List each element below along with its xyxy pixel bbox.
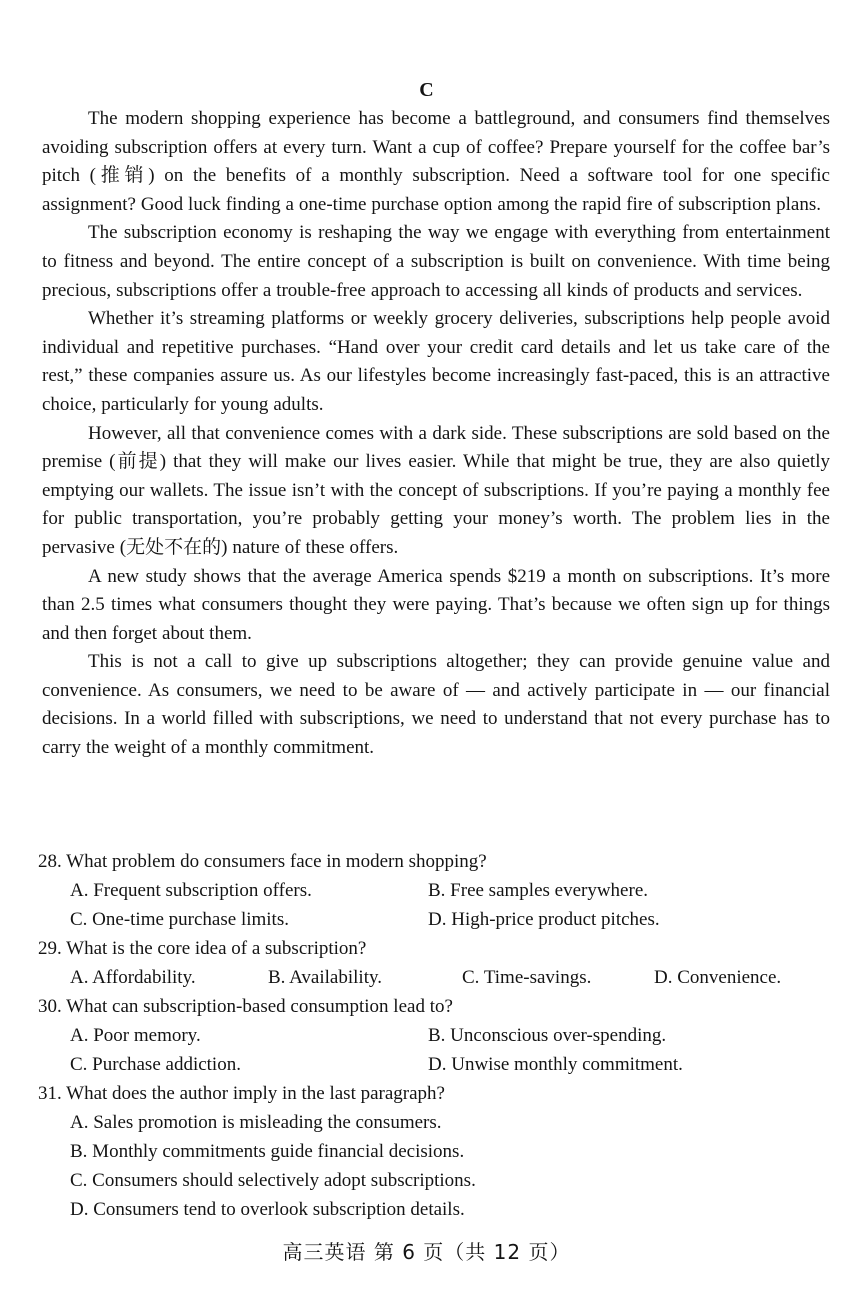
question-options [38, 963, 833, 992]
question-stem: 29. What is the core idea of a subscription? [38, 938, 367, 959]
option-d: D. Consumers tend to overlook subscription details. [70, 1199, 465, 1220]
option-a: A. Affordability. [70, 967, 196, 988]
question-31 [38, 1079, 833, 1224]
question-options [38, 1021, 833, 1079]
question-options [38, 1108, 833, 1224]
question-stem: 30. What can subscription-based consumption lead to? [38, 996, 453, 1017]
option-b: B. Monthly commitments guide financial decisions. [70, 1141, 465, 1162]
section-heading: C [419, 79, 434, 101]
option-d: D. Convenience. [654, 967, 782, 988]
option-b: B. Unconscious over-spending. [428, 1025, 667, 1046]
passage-paragraph-1: The modern shopping experience has become a battleground, and consumers find themselves avoiding subscription offers at every turn. Want a cup of coffee? Prepare yourself for the coffee bar’s pitch (推销) on the benefits of a monthly subscription. Need a software tool for one specific assignment? Good luck finding a one-time purchase option among the rapid fire of subscription plans. [42, 108, 830, 215]
question-list [38, 847, 833, 1224]
option-b: B. Free samples everywhere. [428, 880, 649, 901]
option-a: A. Sales promotion is misleading the consumers. [70, 1112, 442, 1133]
passage-paragraph-2: The subscription economy is reshaping the way we engage with everything from entertainment to fitness and beyond. The entire concept of a subscription is built on convenience. With time being precious, subscriptions offer a trouble-free approach to accessing all kinds of products and services. [42, 222, 830, 301]
reading-passage [42, 105, 830, 763]
option-d: D. High-price product pitches. [428, 909, 660, 930]
option-d: D. Unwise monthly commitment. [428, 1054, 683, 1075]
option-c: C. Purchase addiction. [70, 1054, 241, 1075]
option-c: C. One-time purchase limits. [70, 909, 289, 930]
passage-paragraph-4: However, all that convenience comes with a dark side. These subscriptions are sold based on the premise (前提) that they will make our lives easier. While that might be true, they are also quietly emptying our wallets. The issue isn’t with the concept of subscriptions. If you’re paying a monthly fee for public transportation, you’re probably getting your money’s worth. The problem lies in the pervasive (无处不在的) nature of these offers. [42, 422, 830, 558]
question-30 [38, 992, 833, 1079]
question-stem: 31. What does the author imply in the last paragraph? [38, 1083, 445, 1104]
option-a: A. Frequent subscription offers. [70, 880, 312, 901]
question-28 [38, 847, 833, 934]
question-stem: 28. What problem do consumers face in modern shopping? [38, 851, 487, 872]
option-c: C. Consumers should selectively adopt subscriptions. [70, 1170, 476, 1191]
passage-paragraph-6: This is not a call to give up subscriptions altogether; they can provide genuine value and convenience. As consumers, we need to be aware of — and actively participate in — our financial decisions. In a world filled with subscriptions, we need to understand that not every purchase has to carry the weight of a monthly commitment. [42, 651, 830, 759]
question-options [38, 876, 833, 934]
option-a: A. Poor memory. [70, 1025, 201, 1046]
page-footer: 高三英语 第 6 页（共 12 页） [282, 1240, 571, 1264]
question-29 [38, 934, 833, 992]
option-c: C. Time-savings. [462, 967, 592, 988]
passage-paragraph-5: A new study shows that the average America spends $219 a month on subscriptions. It’s more than 2.5 times what consumers thought they were paying. That’s because we often sign up for things and then forget about them. [42, 565, 830, 644]
passage-paragraph-3: Whether it’s streaming platforms or weekly grocery deliveries, subscriptions help people avoid individual and repetitive purchases. “Hand over your credit card details and let us take care of the rest,” these companies assure us. As our lifestyles become increasingly fast-paced, this is an attractive choice, particularly for young adults. [42, 308, 830, 415]
option-b: B. Availability. [268, 967, 382, 988]
